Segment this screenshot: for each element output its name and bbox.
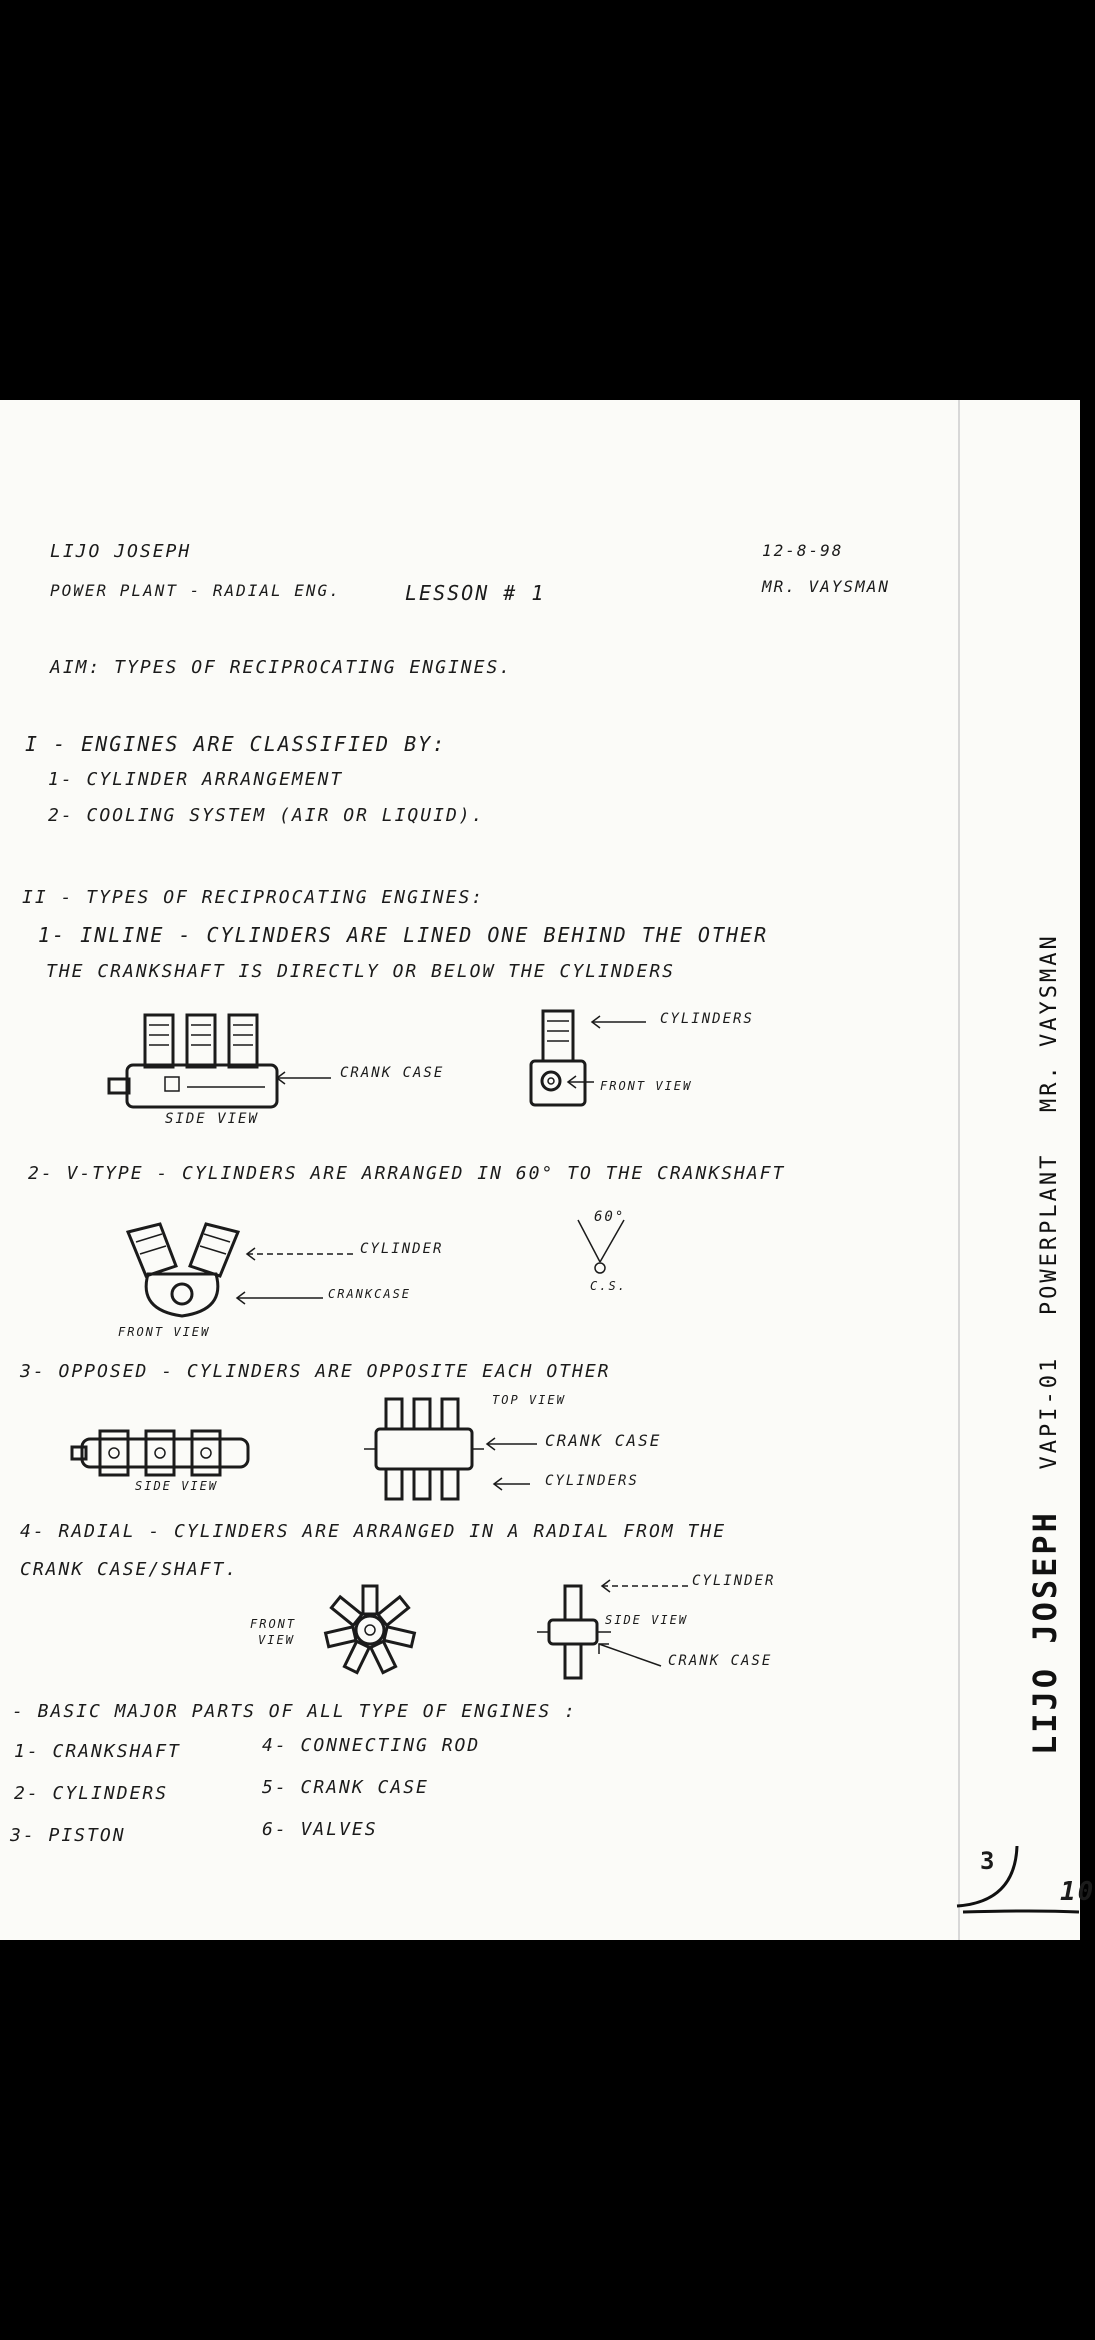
inline-front-view-drawing — [525, 1005, 595, 1125]
opposed-line: 3- OPPOSED - CYLINDERS ARE OPPOSITE EACH OTHER — [20, 1361, 611, 1382]
radial-line2: CRANK CASE/SHAFT. — [20, 1559, 239, 1580]
arrow-icon — [235, 1288, 325, 1308]
part-item: 5- CRANK CASE — [262, 1777, 429, 1798]
opposed-top-view-label: TOP VIEW — [492, 1393, 566, 1407]
opposed-crank-case-label: CRANK CASE — [545, 1431, 662, 1450]
vtype-cylinder-label: CYLINDER — [360, 1241, 444, 1257]
inline-crankcase-label: CRANK CASE — [340, 1065, 445, 1081]
part-item: 4- CONNECTING ROD — [262, 1735, 481, 1756]
vtype-cs-label: C.S. — [590, 1279, 627, 1293]
vtype-front-view-drawing — [120, 1220, 250, 1330]
radial-cylinder-label: CYLINDER — [692, 1573, 776, 1589]
part-item: 2- CYLINDERS — [14, 1783, 169, 1804]
spine-name: LIJO JOSEPH — [1026, 1510, 1064, 1755]
aim-line: AIM: TYPES OF RECIPROCATING ENGINES. — [50, 657, 513, 678]
opposed-side-view-label: SIDE VIEW — [135, 1479, 219, 1493]
vtype-crankcase-label: CRANKCASE — [328, 1287, 412, 1301]
inline-cylinders-label: CYLINDERS — [660, 1011, 754, 1027]
notebook-spine-label — [1026, 905, 1064, 1755]
opposed-top-view-drawing — [362, 1395, 487, 1505]
scanned-notebook-page — [0, 400, 1095, 1940]
binding-edge — [958, 400, 960, 1940]
arrow-icon — [275, 1068, 335, 1088]
next-page-number: 10 — [1060, 1877, 1095, 1907]
opposed-cylinders-label: CYLINDERS — [545, 1473, 639, 1489]
date: 12-8-98 — [762, 541, 844, 560]
vtype-front-view-label: FRONT VIEW — [118, 1325, 211, 1339]
arrow-icon — [595, 1640, 665, 1670]
lesson-number: LESSON # 1 — [405, 581, 546, 605]
vtype-angle-label: 60° — [594, 1209, 626, 1225]
section1-item: 1- CYLINDER ARRANGEMENT — [48, 769, 344, 790]
subject-line: POWER PLANT - RADIAL ENG. — [50, 581, 341, 600]
inline-line2: THE CRANKSHAFT IS DIRECTLY OR BELOW THE CYLINDERS — [46, 961, 676, 982]
part-item: 1- CRANKSHAFT — [14, 1741, 181, 1762]
arrow-icon — [590, 1012, 650, 1032]
arrow-icon — [492, 1474, 532, 1494]
spine-teacher: MR. VAYSMAN — [1037, 933, 1062, 1112]
radial-side-view-label: SIDE VIEW — [605, 1613, 689, 1627]
student-name: LIJO JOSEPH — [50, 541, 192, 562]
opposed-side-view-drawing — [70, 1425, 260, 1485]
vtype-line: 2- V-TYPE - CYLINDERS ARE ARRANGED IN 60° TO THE CRANKSHAFT — [28, 1163, 786, 1184]
arrow-icon — [485, 1434, 540, 1454]
spine-subject: POWERPLANT — [1037, 1152, 1062, 1316]
section3-heading: - BASIC MAJOR PARTS OF ALL TYPE OF ENGINES : — [12, 1701, 577, 1722]
part-item: 3- PISTON — [10, 1825, 126, 1846]
arrow-icon — [245, 1244, 355, 1264]
section1-heading: I - ENGINES ARE CLASSIFIED BY: — [25, 732, 447, 756]
section2-heading: II - TYPES OF RECIPROCATING ENGINES: — [22, 887, 485, 908]
page-number: 3 — [980, 1847, 997, 1875]
arrow-icon — [600, 1576, 690, 1596]
radial-front-label: FRONT — [250, 1617, 297, 1631]
teacher-name: MR. VAYSMAN — [762, 577, 890, 596]
part-item: 6- VALVES — [262, 1819, 378, 1840]
radial-line1: 4- RADIAL - CYLINDERS ARE ARRANGED IN A RADIAL FROM THE — [20, 1521, 727, 1542]
inline-side-view-drawing — [105, 1005, 305, 1125]
arrow-icon — [566, 1072, 596, 1092]
inline-side-view-label: SIDE VIEW — [165, 1111, 259, 1127]
radial-view-label: VIEW — [258, 1633, 295, 1647]
radial-front-view-drawing — [320, 1580, 420, 1680]
spine-course: VAPI-01 — [1037, 1355, 1062, 1470]
radial-crank-case-label: CRANK CASE — [668, 1653, 773, 1669]
inline-line1: 1- INLINE - CYLINDERS ARE LINED ONE BEHIND THE OTHER — [38, 923, 769, 947]
section1-item: 2- COOLING SYSTEM (AIR OR LIQUID). — [48, 805, 485, 826]
inline-front-view-label: FRONT VIEW — [600, 1079, 693, 1093]
